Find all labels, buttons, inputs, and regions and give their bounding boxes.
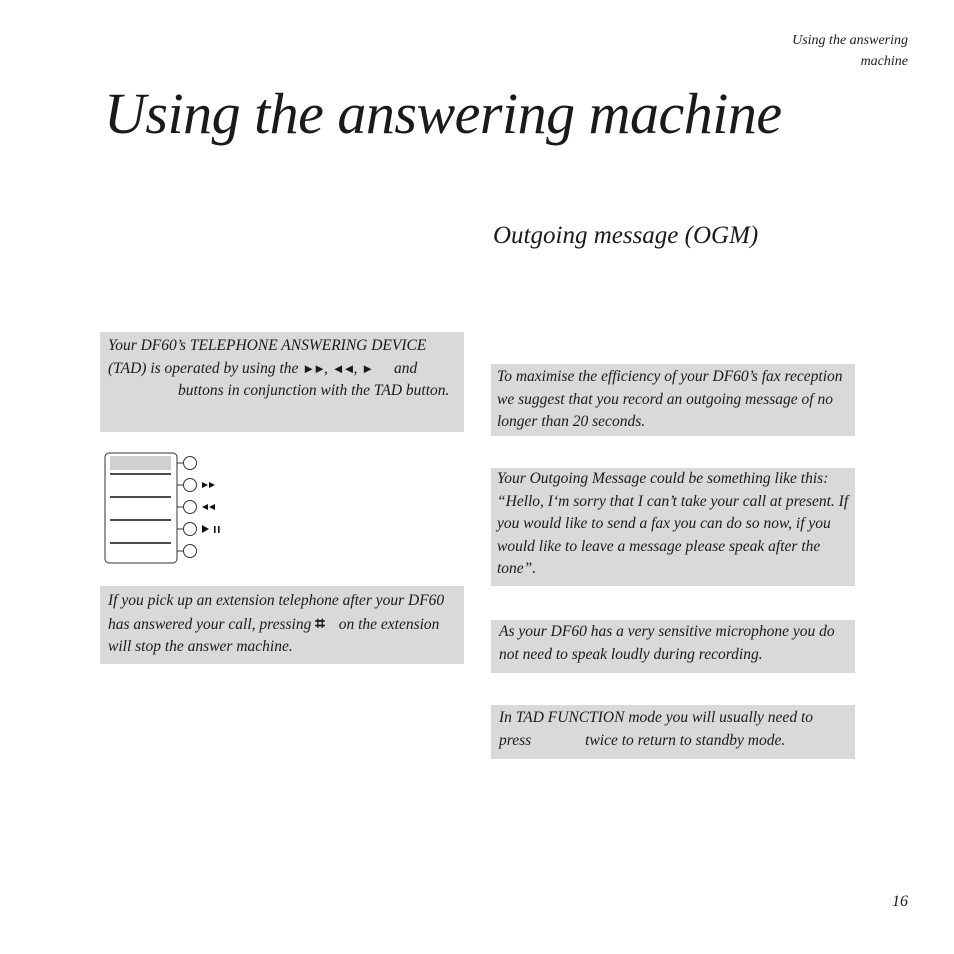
extension-note-part-1: If you pick up an extension telephone after your DF60 has answered your call, pressing	[108, 592, 445, 633]
standby-note-part-1: In TAD FUNCTION mode you will usually need to press	[499, 709, 813, 749]
running-head-line-2: machine	[860, 54, 908, 69]
fax-efficiency-note-text: To maximise the efficiency of your DF60’s fax reception we suggest that you record an outgoing message of no longer than 20 seconds.	[497, 368, 843, 430]
page-number: 16	[892, 893, 908, 910]
extension-note-part-2: on the extension will stop the answer machine.	[108, 615, 440, 655]
page-title: Using the answering machine	[104, 81, 782, 146]
tad-note-box	[100, 332, 464, 432]
ogm-example-note-text: Your Outgoing Message could be something like this: “Hello, I‘m sorry that I can’t take your call at present. If you would like to send a fax you can do so now, if you would like to leave a message please speak after the tone”.	[497, 470, 849, 577]
fax-efficiency-note-box	[491, 364, 855, 436]
play-pause-icon	[202, 525, 209, 533]
comma: ,	[353, 359, 358, 377]
microphone-note-text: As your DF60 has a very sensitive microphone you do not need to speak loudly during recording.	[499, 623, 835, 663]
tad-note-part-1: Your DF60’s TELEPHONE ANSWERING DEVICE (TAD) is operated by using the	[108, 337, 427, 377]
panel-display	[110, 456, 171, 470]
button-rewind	[177, 501, 215, 514]
button-1	[177, 457, 197, 470]
button-5	[177, 545, 197, 558]
play-icon: ►	[361, 360, 373, 376]
extension-note-box	[100, 586, 464, 664]
rewind-icon: ◄◄	[331, 360, 354, 376]
rewind-icon	[202, 504, 208, 510]
running-head	[708, 30, 908, 72]
comma: ,	[324, 359, 328, 377]
standby-note-box	[491, 705, 855, 759]
hash-key-icon: ⌗	[315, 613, 325, 633]
ogm-example-note-box	[491, 468, 855, 586]
microphone-note-box	[491, 620, 855, 673]
and-word: and	[394, 359, 418, 377]
button-fast-forward	[177, 479, 215, 492]
tad-button-panel-diagram	[100, 450, 230, 568]
standby-note-text	[499, 707, 849, 752]
fast-forward-icon	[202, 482, 208, 488]
button-play-pause	[177, 523, 220, 536]
fast-forward-icon: ►►	[302, 360, 325, 376]
tad-note-part-2: buttons in conjunction with the TAD button.	[178, 382, 450, 399]
running-head-line-1: Using the answering	[792, 33, 908, 48]
extension-note-text	[108, 590, 458, 659]
standby-note-part-2: twice to return to standby mode.	[585, 731, 786, 749]
tad-note-text	[108, 335, 458, 403]
section-heading: Outgoing message (OGM)	[493, 222, 759, 249]
